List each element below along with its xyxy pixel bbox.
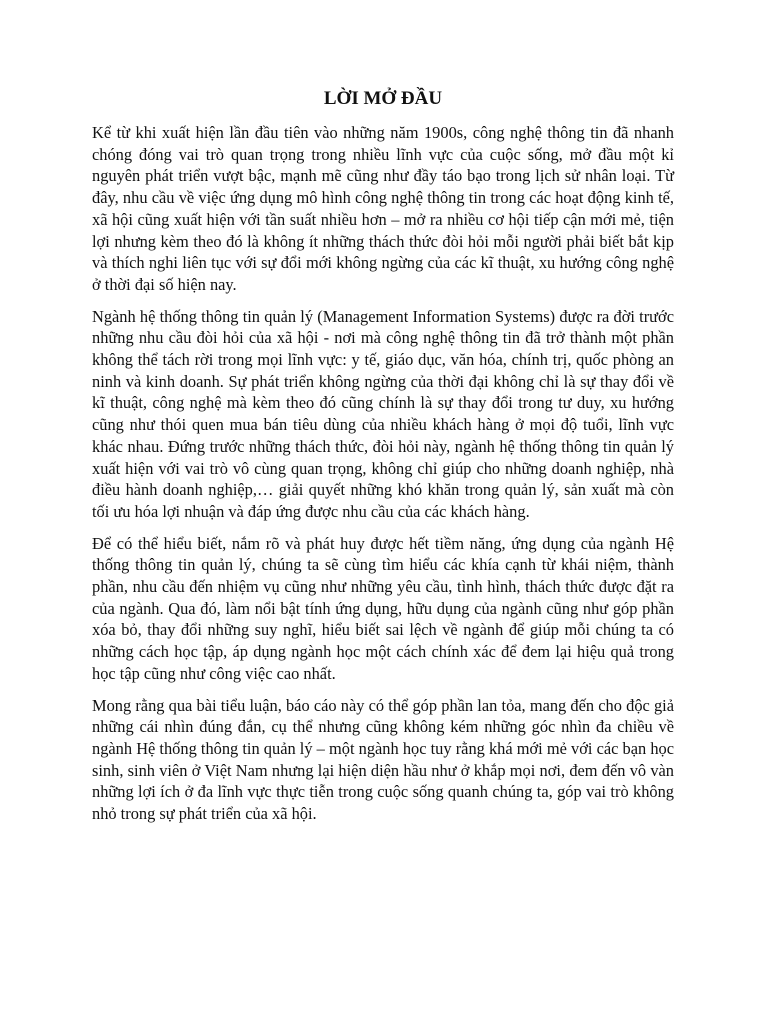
paragraph-study-aims: Để có thể hiểu biết, nắm rõ và phát huy được hết tiềm năng, ứng dụng của ngành Hệ thống thông tin quản lý, chúng ta sẽ cùng tìm hiểu các khía cạnh từ khái niệm, thành phần, nhu cầu đến nhiệm vụ cũng như những yêu cầu, tình hình, thách thức được đặt ra của ngành. Qua đó, làm nổi bật tính ứng dụng, hữu dụng của ngành cũng như góp phần xóa bỏ, thay đổi những suy nghĩ, hiểu biết sai lệch về ngành để giúp mỗi chúng ta có những cách học tập, áp dụng ngành học một cách chính xác để đem lại hiệu quả trong học tập cũng như công việc cao nhất. — [92, 533, 674, 683]
paragraph-intro-it-history: Kể từ khi xuất hiện lần đầu tiên vào những năm 1900s, công nghệ thông tin đã nhanh chóng đóng vai trò quan trọng trong nhiều lĩnh vực của cuộc sống, mở đầu một kỉ nguyên phát triển vượt bậc, mạnh mẽ cũng như đầy táo bạo trong lịch sử nhân loại. Từ đây, nhu cầu về việc ứng dụng mô hình công nghệ thông tin trong các hoạt động kinh tế, xã hội cũng xuất hiện với tần suất nhiều hơn – mở ra nhiều cơ hội tiếp cận mới mẻ, tiện lợi nhưng kèm theo đó là không ít những thách thức đòi hỏi mỗi người phải biết bắt kịp và thích nghi liên tục với sự đổi mới không ngừng của các kĩ thuật, xu hướng công nghệ ở thời đại số hiện nay. — [92, 123, 674, 294]
paragraph-conclusion: Mong rằng qua bài tiểu luận, báo cáo này có thể góp phần lan tỏa, mang đến cho độc giả những cái nhìn đúng đắn, cụ thể nhưng cũng không kém những góc nhìn đa chiều về ngành Hệ thống thông tin quản lý – một ngành học tuy rằng khá mới mẻ với các bạn học sinh, sinh viên ở Việt Nam nhưng lại hiện diện hầu như ở khắp mọi nơi, đem đến vô vàn những lợi ích ở đa lĩnh vực thực tiễn trong cuộc sống quanh chúng ta, góp vai trò không nhỏ trong sự phát triển của xã hội. — [92, 695, 674, 824]
document-title: LỜI MỞ ĐẦU — [323, 88, 443, 109]
document-page — [92, 86, 674, 835]
paragraph-mis-origin: Ngành hệ thống thông tin quản lý (Management Information Systems) được ra đời trước những nhu cầu đòi hỏi của xã hội - nơi mà công nghệ thông tin đã trở thành một phần không thể tách rời trong mọi lĩnh vực: y tế, giáo dục, văn hóa, chính trị, quốc phòng an ninh và kinh doanh. Sự phát triển không ngừng của thời đại không chỉ là sự thay đổi về kĩ thuật, công nghệ mà kèm theo đó cũng chính là sự thay đổi trong tư duy, xu hướng cũng như thói quen mua bán tiêu dùng của nhiều khách hàng ở mọi độ tuổi, lĩnh vực khác nhau. Đứng trước những thách thức, đòi hỏi này, ngành hệ thống thông tin quản lý xuất hiện với vai trò vô cùng quan trọng, không chỉ giúp cho những doanh nghiệp, nhà điều hành doanh nghiệp,… giải quyết những khó khăn trong quản lý, sản xuất mà còn tối ưu hóa lợi nhuận và đáp ứng được nhu cầu của các khách hàng. — [92, 306, 674, 521]
